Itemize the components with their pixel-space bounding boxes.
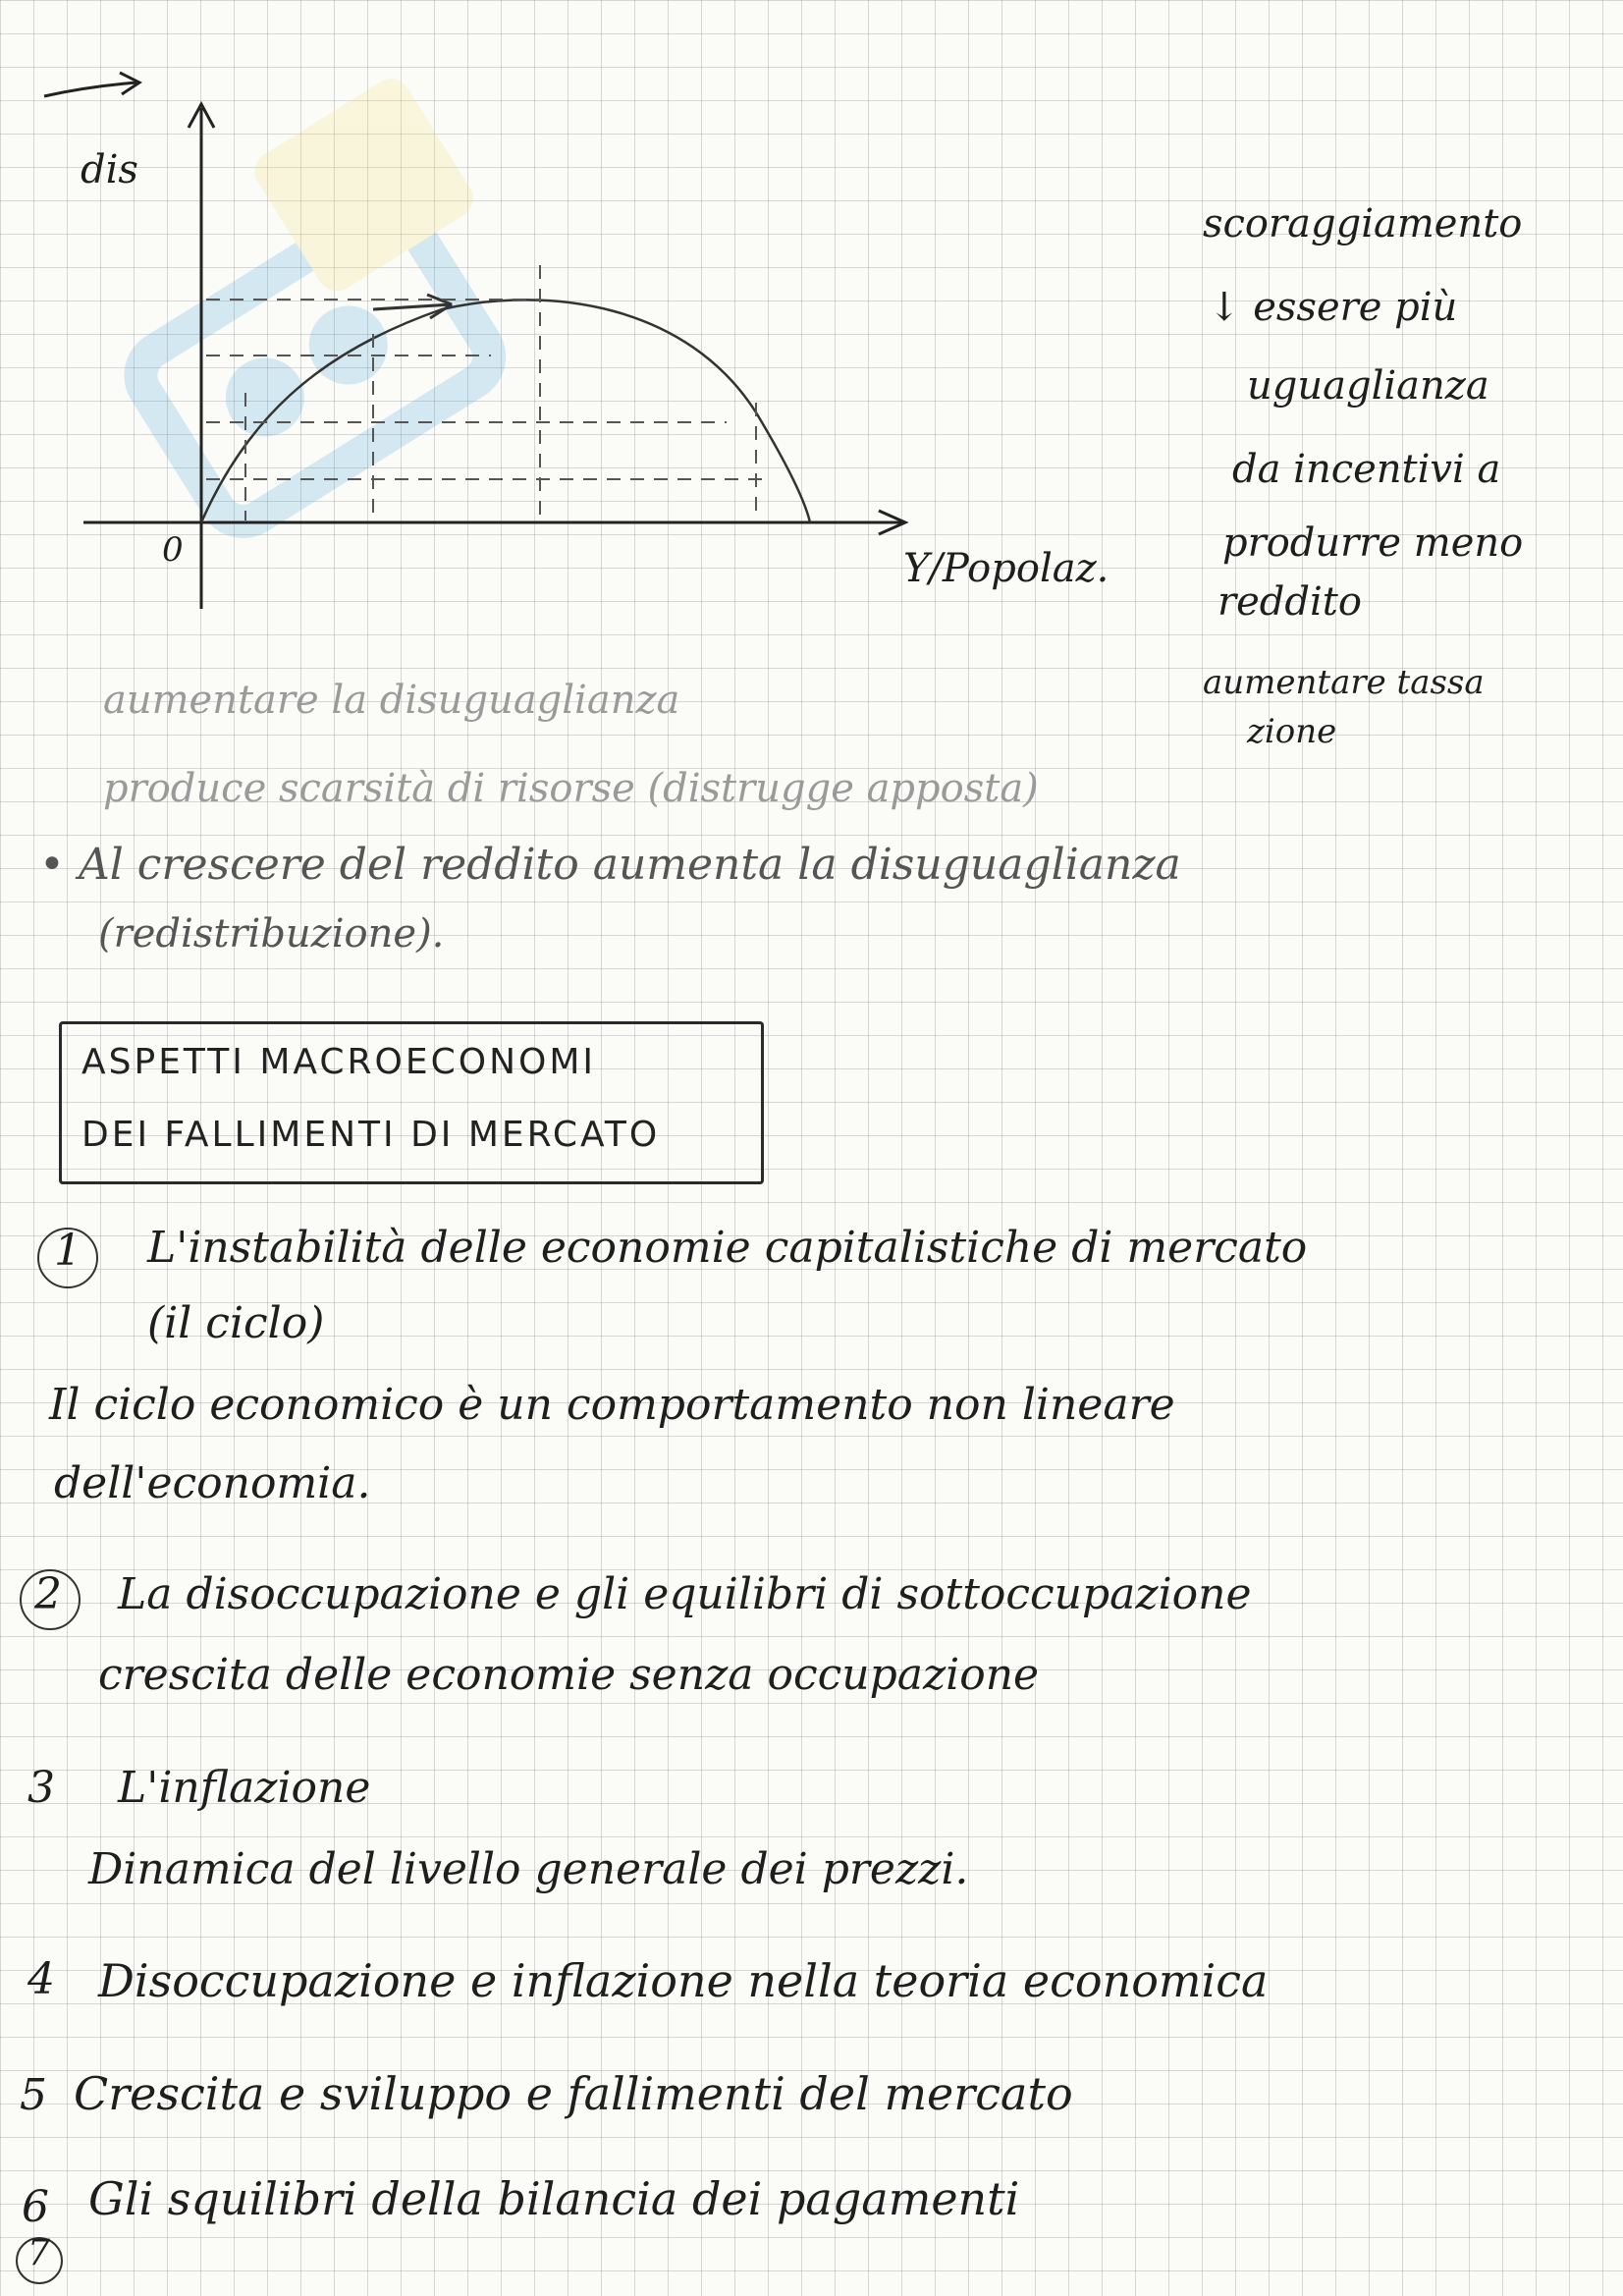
item-text: L'inflazione (118, 1763, 371, 1813)
item-number: 2 (34, 1569, 62, 1619)
bullet-line: (redistribuzione). (98, 911, 445, 957)
item-text: (il ciclo) (147, 1298, 325, 1348)
side-note-line: ↓ essere più (1208, 285, 1458, 330)
item-number: 7 (27, 2233, 50, 2273)
item-text: Gli squilibri della bilancia dei pagamenti (88, 2172, 1020, 2225)
graph-x-label: Y/Popolaz. (903, 546, 1109, 591)
section-title-line: DEI FALLIMENTI DI MERCATO (81, 1115, 661, 1155)
side-note-paren-line: aumentare tassa (1203, 663, 1485, 702)
section-title-line: ASPETTI MACROECONOMI (81, 1042, 597, 1082)
faint-text-line: produce scarsità di risorse (distrugge apposta) (103, 766, 1039, 811)
side-note-paren-line: zione (1247, 712, 1337, 751)
item-text: crescita delle economie senza occupazione (98, 1650, 1040, 1700)
paragraph-line: Il ciclo economico è un comportamento non lineare (49, 1380, 1175, 1430)
item-number: 6 (22, 2182, 49, 2232)
item-text: Disoccupazione e inflazione nella teoria economica (98, 1954, 1269, 2007)
graph-y-label: dis (81, 147, 138, 192)
kuznets-curve-graph (79, 98, 933, 629)
item-number: 5 (20, 2070, 47, 2120)
faint-text-line: aumentare la disuguaglianza (103, 678, 680, 723)
bullet-line: • Al crescere del reddito aumenta la disuguaglianza (39, 840, 1181, 890)
side-note-line: scoraggiamento (1203, 201, 1523, 246)
item-text: L'instabilità delle economie capitalistiche di mercato (147, 1223, 1308, 1273)
side-note-line: produrre meno (1222, 520, 1524, 566)
section-title-box (59, 1021, 764, 1184)
side-note-line: reddito (1217, 579, 1362, 625)
item-text: Dinamica del livello generale dei prezzi. (88, 1844, 969, 1894)
item-number: 3 (27, 1763, 55, 1813)
item-number: 4 (27, 1954, 55, 2004)
paragraph-line: dell'economia. (54, 1458, 371, 1508)
item-text: La disoccupazione e gli equilibri di sottoccupazione (118, 1569, 1252, 1619)
side-note-line: da incentivi a (1232, 447, 1501, 492)
graph-origin-label: 0 (162, 530, 184, 570)
item-number: 1 (54, 1226, 81, 1276)
side-note-line: uguaglianza (1247, 363, 1489, 409)
item-text: Crescita e sviluppo e fallimenti del mercato (74, 2067, 1073, 2120)
